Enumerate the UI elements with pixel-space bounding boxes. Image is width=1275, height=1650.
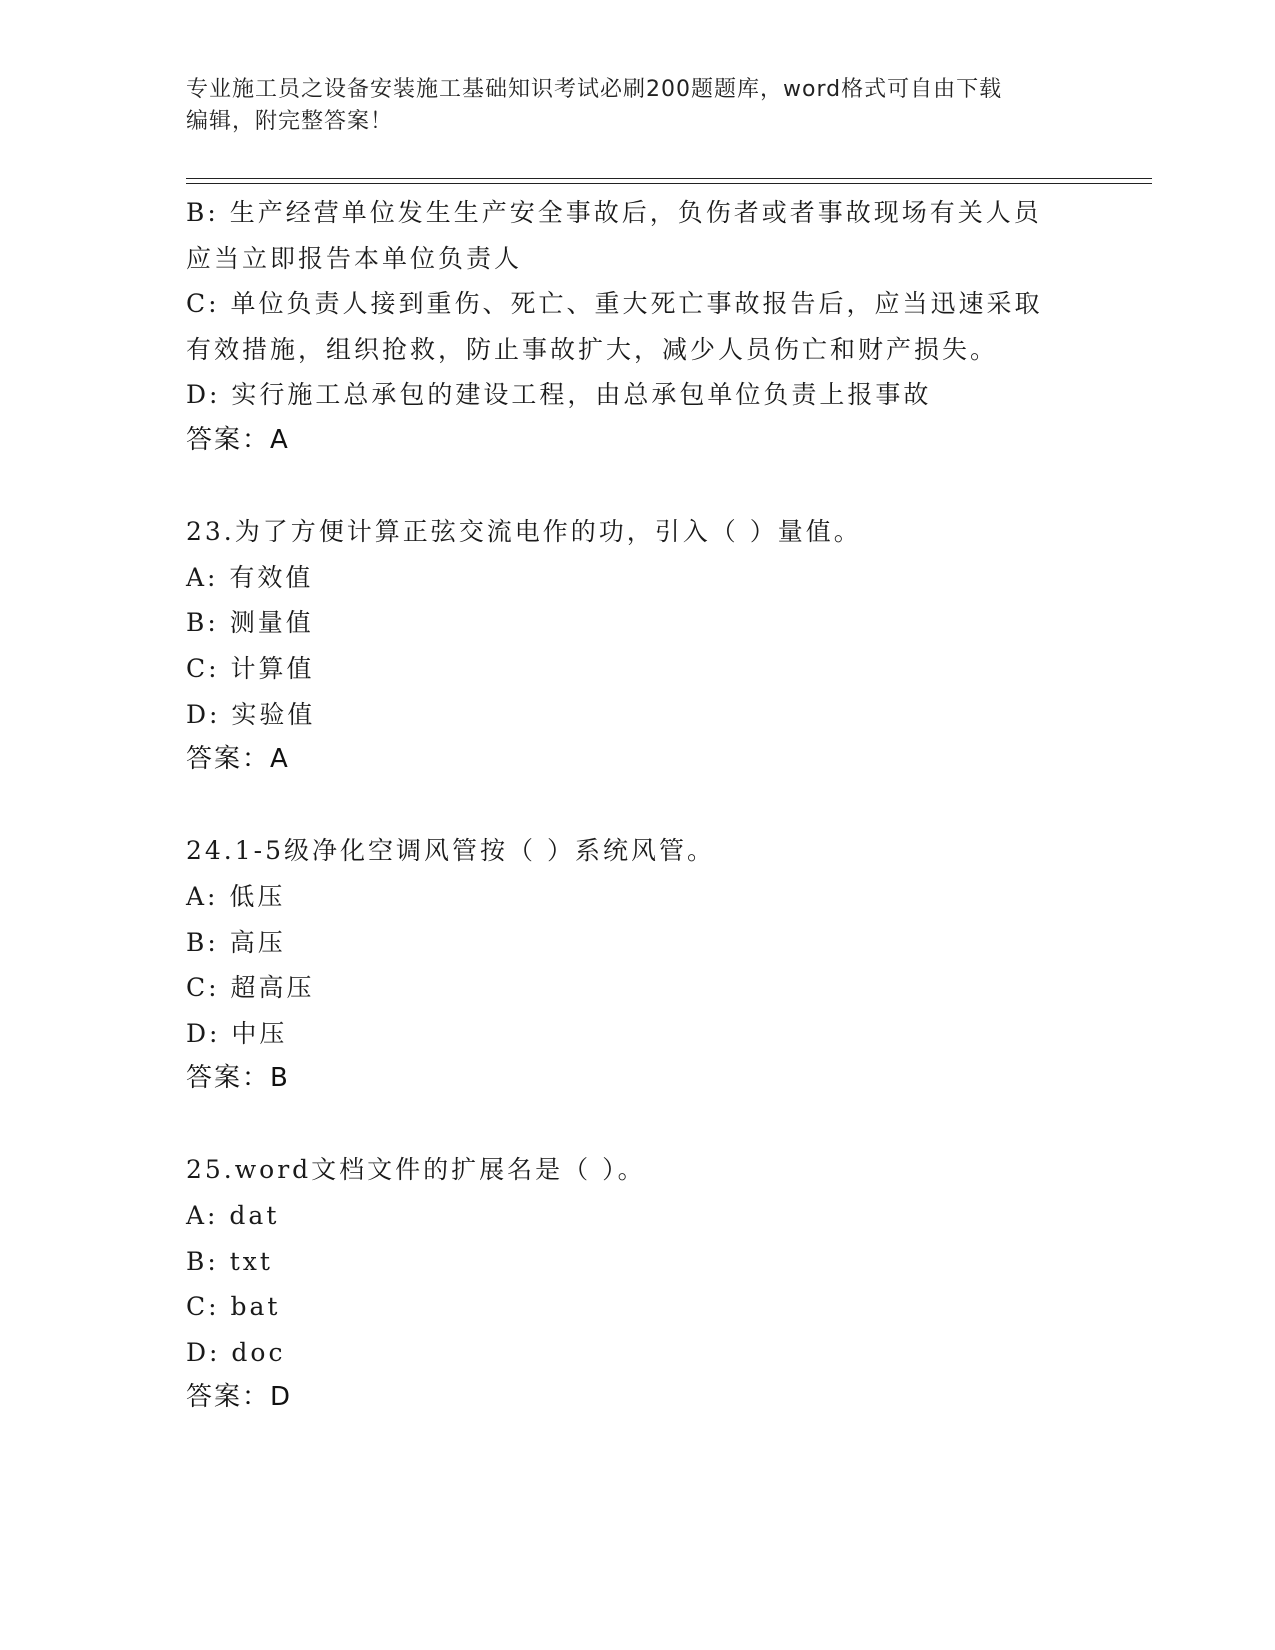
option-c: C: bat bbox=[186, 1292, 281, 1322]
header-title-line-1: 专业施工员之设备安装施工基础知识考试必刷200题题库，word格式可自由下载 bbox=[186, 77, 1003, 102]
option-d: D: doc bbox=[186, 1337, 286, 1367]
option-line: C: 单位负责人接到重伤、死亡、重大死亡事故报告后，应当迅速采取 bbox=[186, 289, 1043, 319]
answer-line: 答案：D bbox=[186, 1382, 293, 1413]
answer-line: 答案：A bbox=[186, 424, 290, 455]
header-divider-top bbox=[186, 178, 1152, 179]
option-line: B: 生产经营单位发生生产安全事故后，负伤者或者事故现场有关人员 bbox=[186, 198, 1042, 227]
question-content bbox=[186, 190, 1086, 1421]
option-a: A: 低压 bbox=[186, 881, 286, 911]
spacer bbox=[186, 1102, 1086, 1148]
option-d: D: 实验值 bbox=[186, 699, 316, 729]
option-b: B: 高压 bbox=[186, 927, 286, 957]
spacer bbox=[186, 464, 1086, 510]
question-23 bbox=[186, 509, 1086, 783]
question-stem: 25.word文档文件的扩展名是（ ）。 bbox=[186, 1155, 646, 1185]
option-d: D: 中压 bbox=[186, 1018, 288, 1048]
option-line: 应当立即报告本单位负责人 bbox=[186, 243, 523, 273]
option-line: D: 实行施工总承包的建设工程，由总承包单位负责上报事故 bbox=[186, 380, 932, 410]
question-stem: 23.为了方便计算正弦交流电作的功，引入（ ）量值。 bbox=[186, 517, 862, 547]
option-a: A: 有效值 bbox=[186, 562, 314, 592]
header-divider-bottom bbox=[186, 183, 1152, 184]
question-22-continued bbox=[186, 190, 1086, 464]
option-a: A: dat bbox=[186, 1201, 280, 1231]
header-title-line-2: 编辑，附完整答案！ bbox=[186, 109, 394, 134]
question-24 bbox=[186, 828, 1086, 1102]
question-25 bbox=[186, 1147, 1086, 1421]
option-b: B: 测量值 bbox=[186, 608, 314, 638]
option-line: 有效措施，组织抢救，防止事故扩大，减少人员伤亡和财产损失。 bbox=[186, 334, 999, 364]
option-b: B: txt bbox=[186, 1246, 273, 1276]
option-c: C: 超高压 bbox=[186, 973, 315, 1003]
answer-line: 答案：A bbox=[186, 744, 290, 775]
spacer bbox=[186, 783, 1086, 829]
document-header bbox=[186, 74, 1066, 138]
answer-line: 答案：B bbox=[186, 1063, 290, 1094]
option-c: C: 计算值 bbox=[186, 653, 315, 683]
question-stem: 24.1-5级净化空调风管按（ ）系统风管。 bbox=[186, 836, 715, 866]
